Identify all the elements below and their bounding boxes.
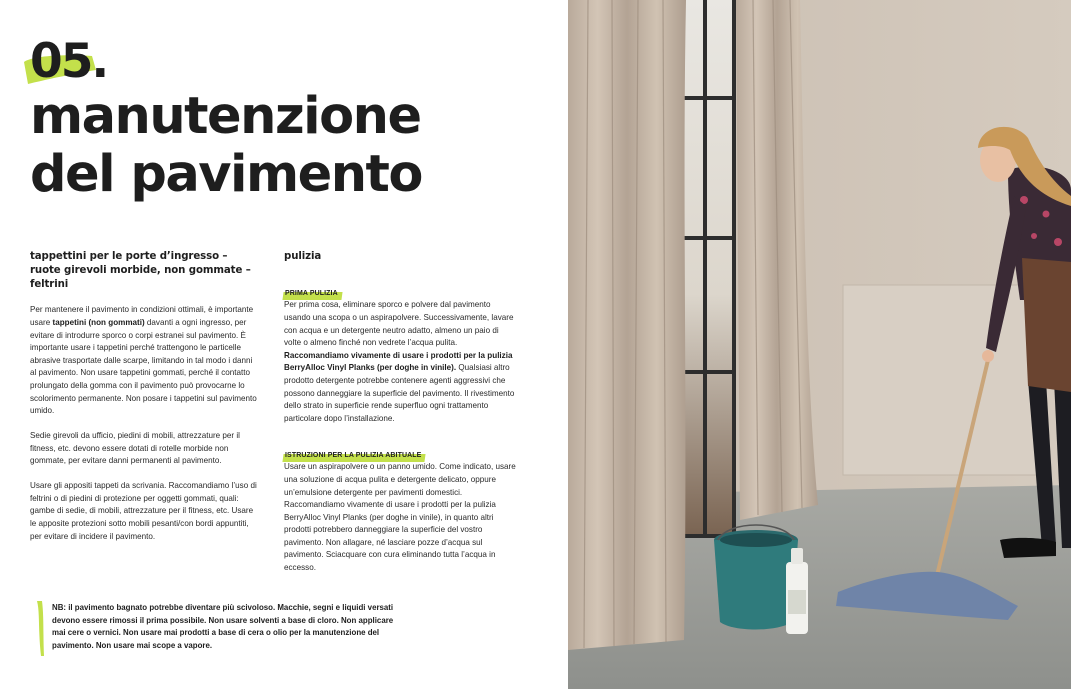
note-box [34, 600, 394, 656]
note-accent-bar [34, 600, 48, 658]
note-text: NB: il pavimento bagnato potrebbe diventare più scivoloso. Macchie, segni e liquidi versati devono essere rimossi il prima possibile. Non usare solventi a base di cloro. Non applicare mai cere o vernici. Non usare mai prodotti a base di cera o olio per la manutenzione del pavimento. Non usare mai scope a vapore. [52, 603, 394, 651]
page-title-line-1: manutenzione [30, 87, 421, 146]
paragraph-doormats [30, 304, 258, 417]
section-heading-cleaning: pulizia [284, 251, 322, 262]
section-heading-doormats: tappettini per le porte d’ingresso – ruote girevoli morbide, non gommate – feltrini [30, 251, 251, 290]
paragraph-text: Per prima cosa, eliminare sporco e polvere dal pavimento usando una scopa o un aspirapolvere. Successivamente, lavare con acqua e un detergente neutro adatto, almeno un paio di volte o almeno finché non vedrete l’acqua pulita. [284, 300, 514, 348]
text-column-right [284, 250, 516, 587]
photo-illustration [568, 0, 1071, 689]
paragraph-chairs: Sedie girevoli da ufficio, piedini di mobili, attrezzature per il fitness, etc. devono essere dotati di rotelle morbide non gommate, per evitare danni permanenti al pavimento. [30, 431, 240, 466]
page-title-line-2: del pavimento [30, 145, 422, 204]
chapter-number: 05. [30, 34, 108, 89]
paragraph-text: davanti a ogni ingresso, per evitare di introdurre sporco o corpi estranei sul pavimento. È importante usare i tappetini perché trattengono le particelle abrasive trasportate dalle scarpe, limitando in tal modo i danni al pavimento. Non usare tappetini gommati, perché il contatto prolungato della gomma con il pavimento può provocarne lo scolorimento permanente. Non posare i tappetini sul pavimento umido. [30, 317, 257, 416]
paragraph-bold-text: tappetini (non gommati) [52, 317, 145, 327]
text-column-left [30, 250, 258, 556]
woman-mopping-floor-photo [568, 0, 1071, 689]
chapter-number-badge [22, 34, 132, 90]
subheading-routine-cleaning: ISTRUZIONI PER LA PULIZIA ABITUALE [285, 451, 422, 459]
subheading-first-cleaning: PRIMA PULIZIA [285, 289, 338, 297]
paragraph-felt-pads: Usare gli appositi tappeti da scrivania. Raccomandiamo l’uso di feltrini o di piedini di protezione per oggetti gommati, quali: gambe di sedie, di mobili, attrezzature per il fitness, etc. Usare le apposite protezioni sotto mobili pesanti/con bordi appuntiti, per evitare di incidere il pavimento. [30, 481, 257, 541]
paragraph-bold-text: Raccomandiamo vivamente di usare i prodotti per la pulizia BerryAlloc Vinyl Planks (per doghe in vinile). [284, 350, 513, 373]
paragraph-text: Qualsiasi altro prodotto detergente potrebbe contenere agenti aggressivi che possono danneggiare la superficie del pavimento. Il rivestimento dello strato in superficie rende superfluo ogni trattamento particolare dopo l’installazione. [284, 363, 515, 423]
paragraph-text: Per mantenere il pavimento in condizioni ottimali, è importante usare [30, 305, 254, 327]
paragraph-first-cleaning [284, 299, 516, 425]
paragraph-routine-cleaning: Usare un aspirapolvere o un panno umido. Come indicato, usare una soluzione di acqua pulita e detergente delicato, oppure un’emulsione detergente per pavimenti domestici. Raccomandiamo vivamente di usare i prodotti per la pulizia BerryAlloc Vinyl Planks (per doghe in vinile), in quanto altri prodotti potrebbero danneggiare la superficie del vostro pavimento. Non allagare, né lasciare pozze d’acqua sul pavimento. Sciacquare con cura eliminando tutta l’acqua in eccesso. [284, 462, 516, 573]
wall-panel [843, 285, 1043, 475]
bucket [714, 525, 798, 630]
